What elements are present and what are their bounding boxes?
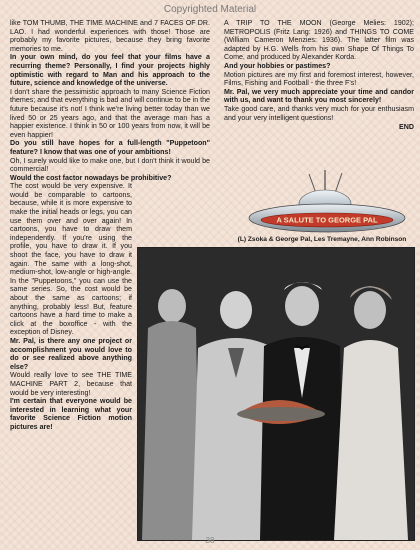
question: Mr. Pal, is there any one project or accomplishment you would love to do or see realized above anything else? (10, 336, 132, 371)
paragraph: Motion pictures are my first and foremost interest, however, Films, Fishing and Football - the three F's! (224, 70, 414, 88)
saucer-title: A SALUTE TO GEORGE PAL (276, 215, 378, 225)
question: And your hobbies or pastimes? (224, 61, 331, 70)
right-column (224, 19, 414, 132)
question: In your own mind, do you feel that your films have a recurring theme? Personally, I find your projects highly optimistic with regard to Man and his approach to the future, science and knowledge of the universe. (10, 53, 210, 88)
paragraph: Oh, I surely would like to make one, but I don't think it would be commercial! (10, 156, 210, 174)
paragraph: like TOM THUMB, THE TIME MACHINE and 7 FACES OF DR. LAO. I had wonderful experiences with those! Those are probably my favorite pictures, because they bring favorite memories to me. (10, 19, 210, 53)
watermark: Copyrighted Material (163, 4, 257, 15)
paragraph: The cost would be very expensive. It would be comparable to cartoons, because, while it is more expensive to make the initial heads or legs, you can use them over and over again! In cartoons, you have to draw them independently. If you're using the profile, you have to draw it. If you shoot the face, you have to draw it again. The same with a long-shot, medium-shot, low-angle or high-angle. In the "Puppetoons," you can use the same series. So, the cost would be about the same as cartoons; if anything, probably less! But, feature cartoons have a hard time to make a click at the boxoffice - with the exception of Disney. (10, 182, 132, 337)
question: Do you still have hopes for a full-length "Puppetoon" feature? I know that was one of your ambitions! (10, 139, 210, 156)
paragraph: Would really love to see THE TIME MACHINE PART 2, because that would be very interesting! (10, 371, 132, 397)
end-label: END (399, 123, 414, 132)
paragraph: I don't share the pessimistic approach to many Science Fiction themes; and that everything is bad and will continue to be in the future because it's not! I think we're living better today than we lived 50 or 25 years ago, and that the average man has a happier existence. I think in 50 or 100 years from now, it will be even happier! (10, 87, 210, 139)
paragraph: Take good care, and thanks very much for your enthusiasm and your very intelligent questions! (224, 104, 414, 122)
question: Mr. Pal, we very much appreciate your time and candor with us, and want to thank you most sincerely! (224, 87, 414, 105)
question: I'm certain that everyone would be interested in learning what your favorite Science Fiction motion pictures are! (10, 397, 132, 431)
paragraph: A TRIP TO THE MOON (George Melies: 1902); METROPOLIS (Fritz Lang: 1926) and THINGS TO COME (William Cameron Menzies: 1936). The latter film was adapted by H.G. Wells from his own Shape Of Things To Come, and produced by Alexander Korda. (224, 19, 414, 62)
photo (137, 247, 415, 541)
question: Would the cost factor nowadays be prohibitive? (10, 173, 172, 182)
photo-figures (138, 248, 414, 540)
photo-caption: (L) Zsoka & George Pal, Les Tremayne, Ann Robinson (237, 236, 407, 243)
page-number: 38 (205, 536, 215, 545)
